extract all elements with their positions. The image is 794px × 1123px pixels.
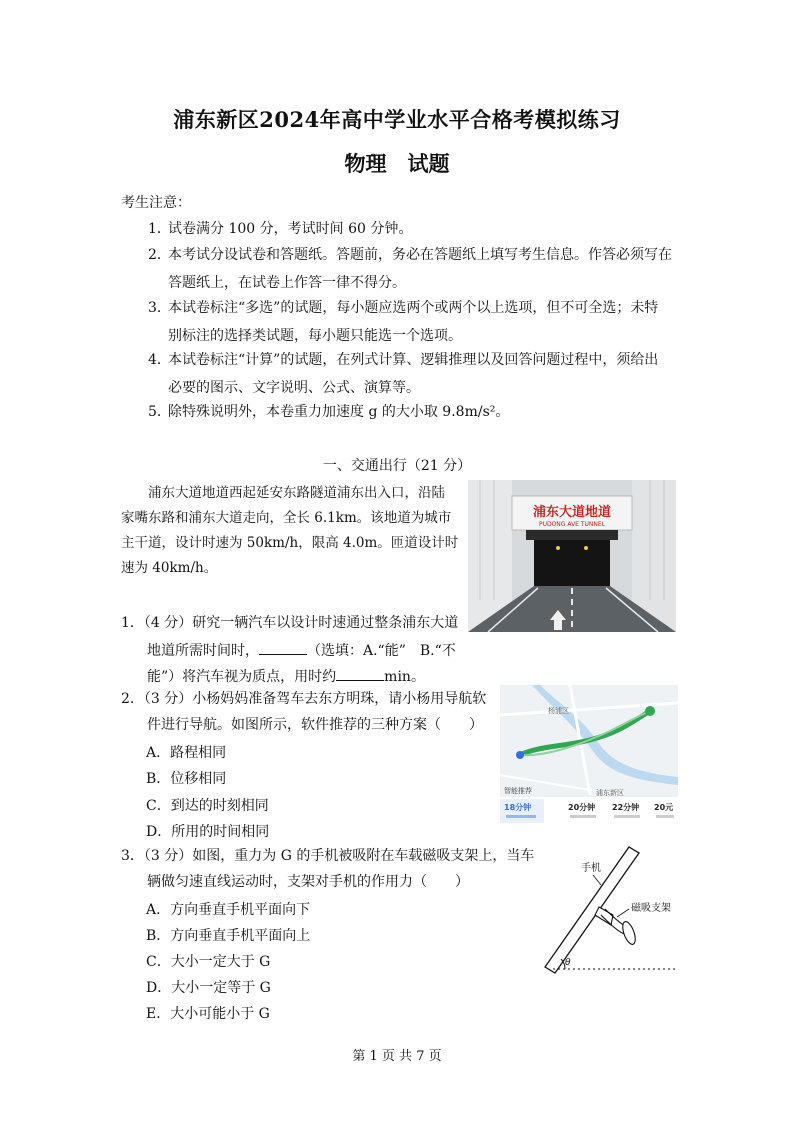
phone-label: 手机	[581, 863, 601, 874]
q3-line-2: 辆做匀速直线运动时，支架对手机的作用力（ ）	[147, 874, 469, 890]
q1-line-2: 地道所需时间时， （选填：A.“能” B.“不	[147, 640, 456, 660]
notice-item-1: 1．试卷满分 100 分，考试时间 60 分钟。	[148, 221, 413, 237]
tunnel-sign-en: PUDONG AVE TUNNEL	[538, 521, 606, 528]
phone-holder-diagram	[535, 845, 677, 975]
q3-option-a: A．方向垂直手机平面向下	[146, 902, 311, 918]
route-time[interactable]: 18分钟	[504, 803, 532, 812]
q3-option-d: D．大小一定等于 G	[146, 980, 271, 996]
notice-item-3: 3．本试卷标注“多选”的试题，每小题应选两个或两个以上选项，但不可全选；未特	[148, 300, 659, 316]
page-subtitle: 物理 试题	[344, 151, 450, 176]
navigation-map	[500, 685, 678, 823]
page-footer: 第 1 页 共 7 页	[352, 1049, 442, 1064]
q2-line-1: 2．（3 分）小杨妈妈准备驾车去东方明珠，请小杨用导航软	[121, 691, 487, 707]
notice-item-4-cont: 必要的图示、文字说明、公式、演算等。	[168, 380, 420, 396]
intro-line: 主干道，设计时速为 50km/h，限高 4.0m。匝道设计时	[121, 535, 459, 551]
q3-line-1: 3．（3 分）如图，重力为 G 的手机被吸附在车载磁吸支架上，当车	[121, 848, 535, 864]
map-recommend: 智能推荐	[504, 787, 532, 795]
notice-item-3-cont: 别标注的选择类试题，每小题只能选一个选项。	[168, 328, 462, 344]
notice-heading: 考生注意：	[121, 195, 191, 211]
route-time[interactable]: 22分钟	[612, 803, 640, 812]
intro-line: 速为 40km/h。	[121, 560, 218, 576]
intro-line: 家嘴东路和浦东大道走向，全长 6.1km。该地道为城市	[121, 510, 452, 526]
q2-option-b: B．位移相同	[146, 771, 227, 787]
q3-option-e: E．大小可能小于 G	[146, 1006, 270, 1022]
answer-blank[interactable]	[336, 666, 384, 681]
notice-item-4: 4．本试卷标注“计算”的试题，在列式计算、逻辑推理以及回答问题过程中，须给出	[148, 352, 659, 368]
route-time[interactable]: 20分钟	[568, 803, 596, 812]
answer-blank[interactable]	[259, 640, 307, 655]
tunnel-photo	[468, 480, 676, 632]
tunnel-sign-text: 浦东大道地道	[532, 505, 612, 520]
section-intro	[121, 481, 465, 581]
q3-option-c: C．大小一定大于 G	[146, 954, 271, 970]
q1-line-3: 能”）将汽车视为质点，用时约 min。	[147, 666, 425, 686]
q2-line-2: 件进行导航。如图所示，软件推荐的三种方案（ ）	[147, 717, 483, 733]
notice-item-2-cont: 答题纸上，在试卷上作答一律不得分。	[168, 275, 406, 291]
notice-item-5: 5．除特殊说明外，本卷重力加速度 g 的大小取 9.8m/s²。	[148, 404, 510, 420]
notice-item-2: 2．本考试分设试卷和答题纸。答题前，务必在答题纸上填写考生信息。作答必须写在	[148, 247, 672, 263]
holder-label: 磁吸支架	[631, 903, 671, 914]
q2-option-a: A．路程相同	[146, 745, 227, 761]
map-label: 浦东新区	[596, 789, 624, 797]
q2-option-d: D．所用的时间相同	[146, 824, 270, 840]
page-title: 浦东新区2024年高中学业水平合格考模拟练习	[173, 107, 621, 132]
section-title: 一、交通出行（21 分）	[322, 458, 472, 474]
angle-label: θ	[565, 958, 571, 968]
q2-option-c: C．到达的时刻相同	[146, 798, 269, 814]
q1-line-1: 1．（4 分）研究一辆汽车以设计时速通过整条浦东大道	[121, 615, 459, 631]
intro-line: 浦东大道地道西起延安东路隧道浦东出入口，沿陆	[148, 485, 445, 501]
q3-option-b: B．方向垂直手机平面向上	[146, 928, 311, 944]
route-cost[interactable]: 20元	[654, 803, 674, 812]
map-label: 杨浦区	[548, 707, 569, 715]
